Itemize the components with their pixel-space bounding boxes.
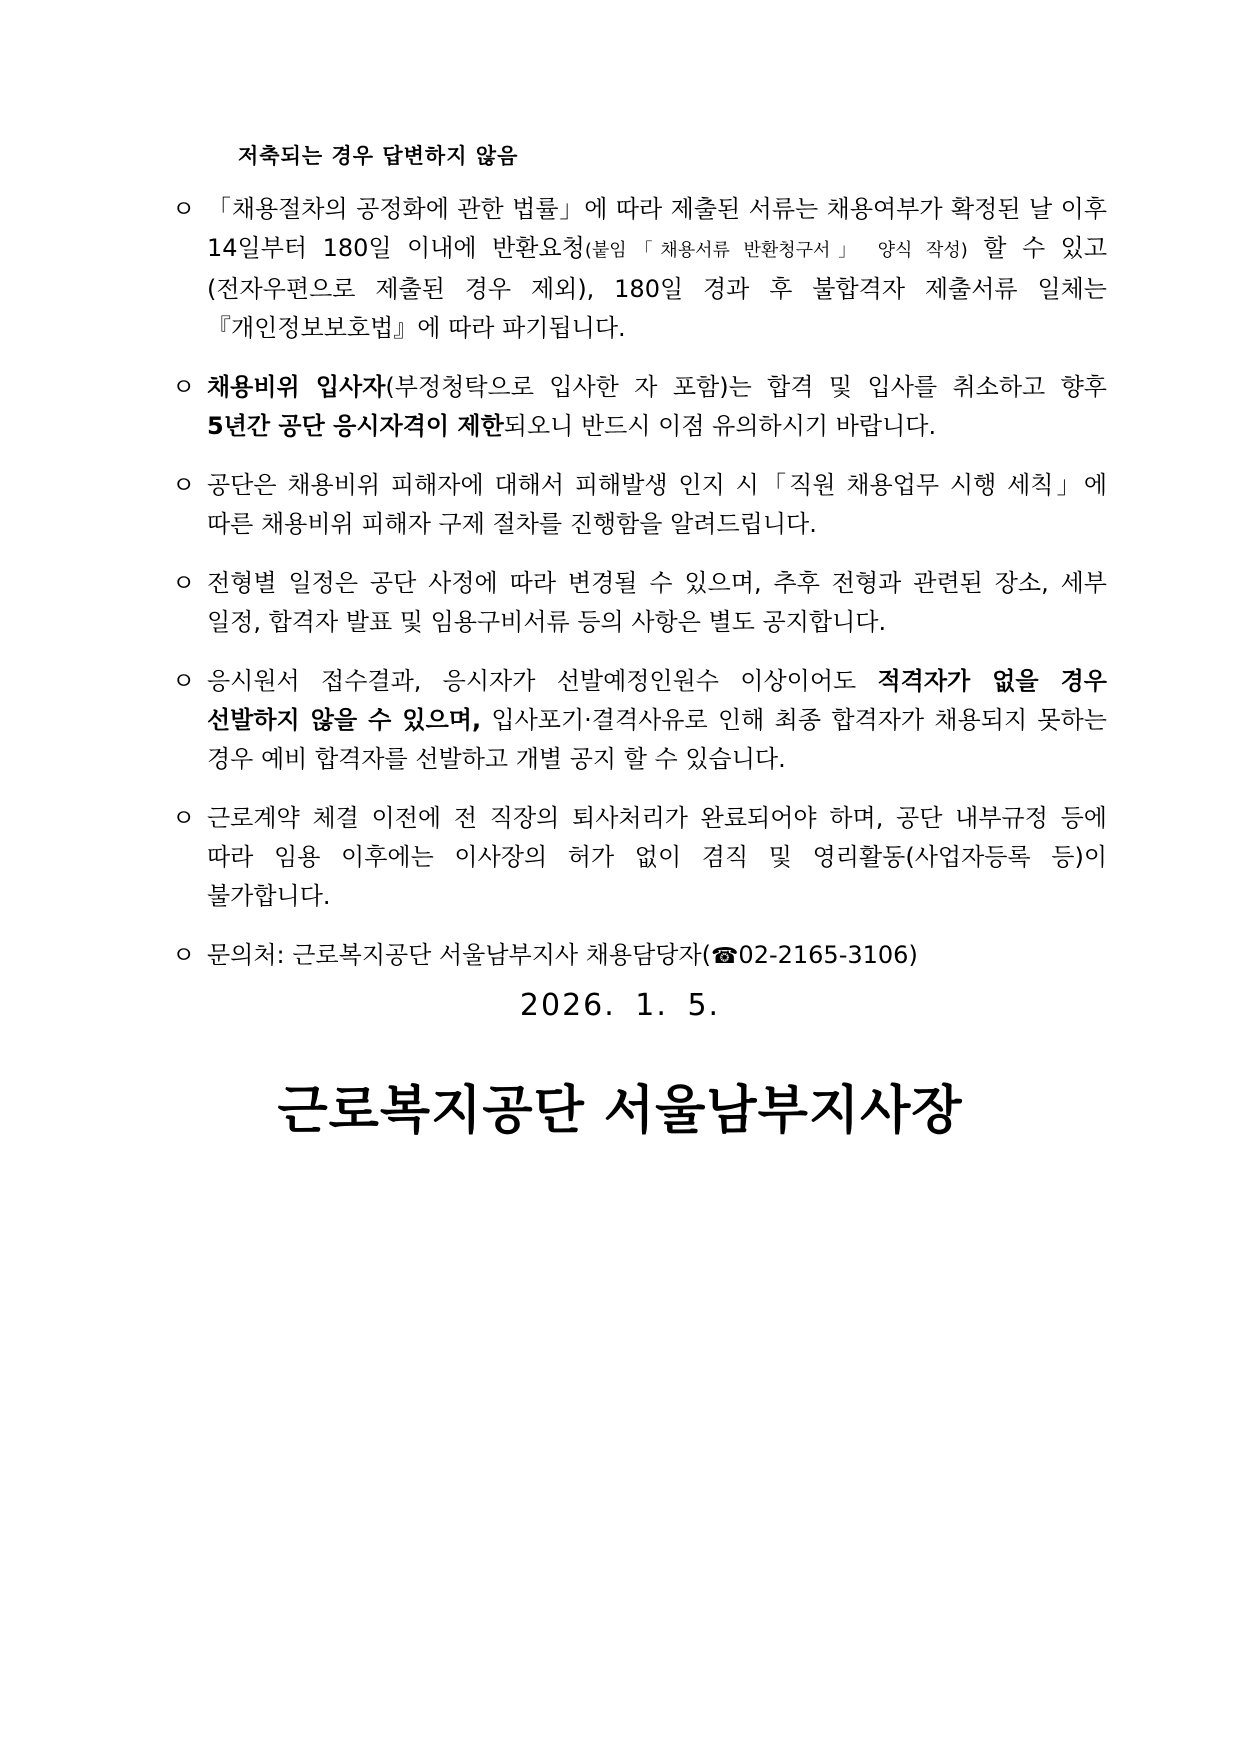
notice-item — [172, 190, 1107, 348]
bullet-marker: ㅇ — [172, 804, 196, 832]
emphasis-text: 채용비위 입사자 — [207, 373, 386, 401]
text-segment: 근로계약 체결 이전에 전 직장의 퇴사처리가 완료되어야 하며, 공단 내부규정 등에 따라 임용 이후에는 이사장의 허가 없이 겸직 및 영리활동(사업자등록 등)이 불가합니다. — [207, 804, 1107, 910]
text-segment: 전형별 일정은 공단 사정에 따라 변경될 수 있으며, 추후 전형과 관련된 장소, 세부 일정, 합격자 발표 및 임용구비서류 등의 사항은 별도 공지합니다. — [207, 569, 1107, 636]
bullet-marker: ㅇ — [172, 373, 196, 401]
notice-item-text — [207, 466, 1107, 544]
notice-item-text — [207, 190, 1107, 348]
notice-item — [172, 662, 1107, 779]
emphasis-text: 적격자가 없을 경우 선발하지 않을 수 있으며, — [207, 667, 1107, 734]
text-segment: 되오니 반드시 이점 유의하시기 바랍니다. — [503, 412, 937, 440]
notice-item-text — [207, 368, 1107, 446]
text-segment: 할 수 있고(전자우편으로 제출된 경우 제외), 180일 경과 후 불합격자 제출서류 일체는 『개인정보보호법』에 따라 파기됩니다. — [207, 234, 1108, 342]
notice-item-text — [207, 662, 1107, 779]
telephone-icon: ☎ — [711, 944, 739, 969]
notice-item-text — [207, 799, 1107, 916]
notice-item — [172, 368, 1107, 446]
text-segment: 문의처: 근로복지공단 서울남부지사 채용담당자( — [207, 941, 712, 969]
bullet-marker: ㅇ — [172, 667, 196, 695]
notice-item — [172, 799, 1107, 916]
bullet-marker: ㅇ — [172, 941, 196, 969]
issue-date: 2026. 1. 5. — [519, 988, 721, 1023]
text-segment: 공단은 채용비위 피해자에 대해서 피해발생 인지 시「직원 채용업무 시행 세칙」에 따른 채용비위 피해자 구제 절차를 진행함을 알려드립니다. — [207, 471, 1107, 538]
text-segment: (부정청탁으로 입사한 자 포함)는 합격 및 입사를 취소하고 향후 — [385, 373, 1107, 401]
emphasis-text: 5년간 공단 응시자격이 제한 — [207, 412, 504, 440]
text-segment: 「채용절차의 공정화에 관한 법률」에 따라 제출된 서류는 채용여부가 확정된 날 이후 14일부터 180일 이내에 반환요청 — [207, 195, 1107, 262]
text-segment: (붙임「채용서류 반환청구서」 양식 작성) — [584, 240, 968, 261]
text-segment: 02-2165-3106) — [738, 941, 918, 969]
text-segment: 입사포기·결격사유로 인해 최종 합격자가 채용되지 못하는 경우 예비 합격자를 선발하고 개별 공지 할 수 있습니다. — [207, 706, 1107, 773]
text-segment: 응시원서 접수결과, 응시자가 선발예정인원수 이상이어도 — [207, 667, 878, 695]
bullet-marker: ㅇ — [172, 471, 196, 499]
bullet-marker: ㅇ — [172, 569, 196, 597]
notice-item — [172, 564, 1107, 642]
notice-item-text — [207, 936, 1107, 976]
continuation-line: 저축되는 경우 답변하지 않음 — [238, 144, 519, 168]
issuer-name: 근로복지공단 서울남부지사장 — [277, 1081, 963, 1141]
notice-list — [172, 190, 1107, 996]
notice-item-text — [207, 564, 1107, 642]
notice-item — [172, 466, 1107, 544]
notice-item — [172, 936, 1107, 976]
bullet-marker: ㅇ — [172, 195, 196, 223]
